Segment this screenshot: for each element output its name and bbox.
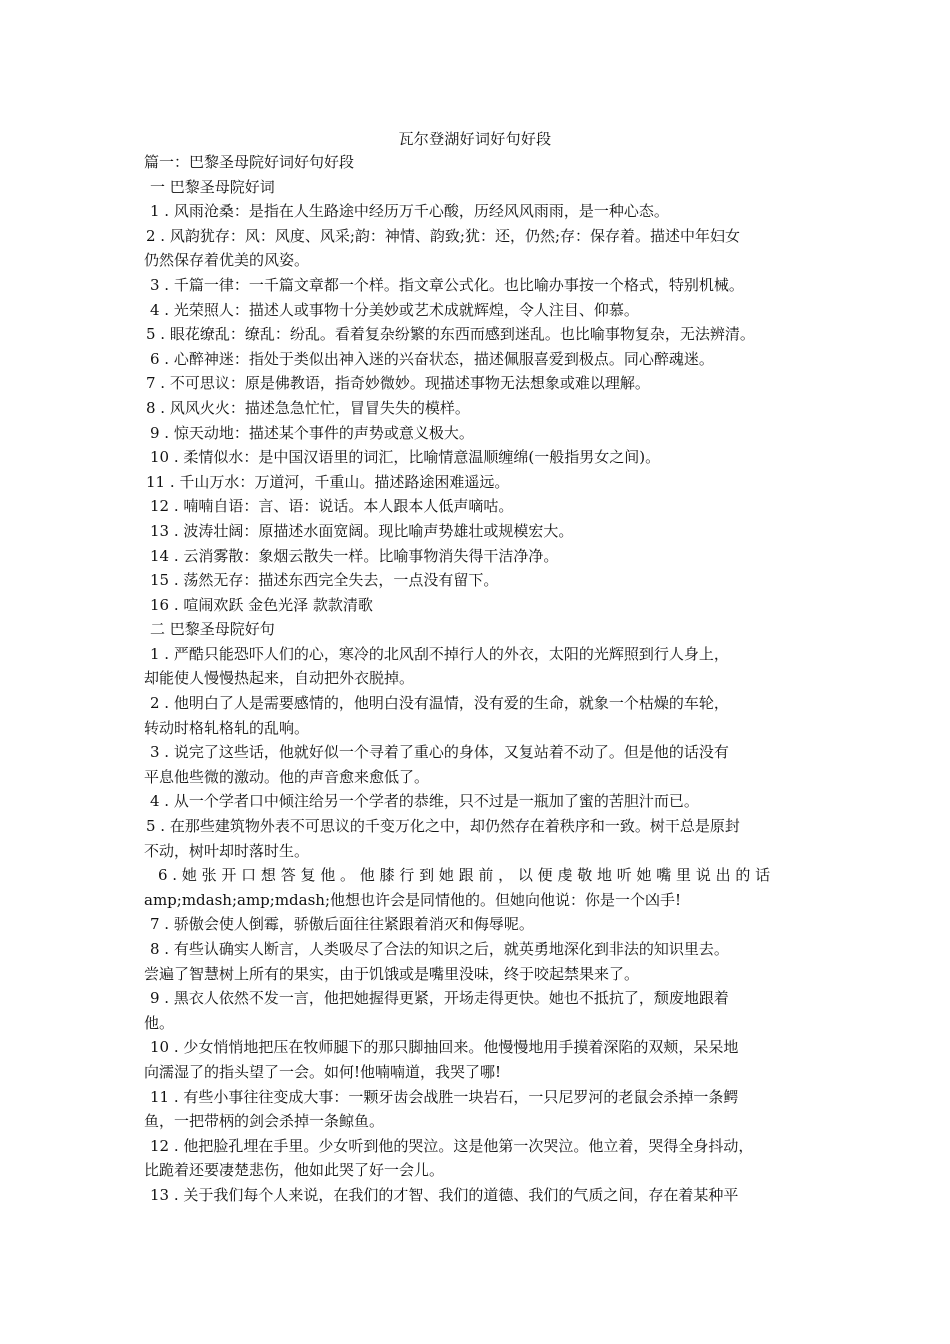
text-line: 6 . 心醉神迷：指处于类似出神入迷的兴奋状态，描述佩服喜爱到极点。同心醉魂迷。: [150, 349, 714, 368]
text-line: 15 . 荡然无存：描述东西完全失去，一点没有留下。: [150, 571, 499, 590]
text-line: 却能使人慢慢热起来，自动把外衣脱掉。: [144, 669, 415, 688]
text-line: 鱼，一把带柄的剑会杀掉一条鲸鱼。: [144, 1112, 385, 1131]
text-line: 转动时格轧格轧的乱响。: [144, 718, 310, 737]
text-line: 2 . 风韵犹存：风：风度、风采;韵：神情、韵致;犹：还，仍然;存：保存着。描述中年妇女: [146, 226, 741, 245]
text-line: 12 . 他把脸孔埋在手里。少女听到他的哭泣。这是他第一次哭泣。他立着，哭得全身抖动，: [150, 1136, 754, 1155]
document-title: 瓦尔登湖好词好句好段: [398, 130, 552, 148]
subsection-heading: 一 巴黎圣母院好词: [150, 177, 275, 196]
text-line: 5 . 在那些建筑物外表不可思议的千变万化之中，却仍然存在着秩序和一致。树干总是原封: [146, 817, 740, 836]
text-line: 3 . 说完了这些话，他就好似一个寻着了重心的身体，又复站着不动了。但是他的话没有: [150, 743, 729, 762]
text-line: 10 . 少女悄悄地把压在牧师腿下的那只脚抽回来。他慢慢地用手摸着深陷的双颊，呆呆地: [150, 1038, 739, 1057]
text-line: 1 . 严酷只能恐吓人们的心，寒冷的北风刮不掉行人的外衣，太阳的光辉照到行人身上，: [150, 644, 729, 663]
text-line: 16 . 喧闹欢跃 金色光泽 款款清歌: [150, 595, 373, 614]
text-line: 12 . 喃喃自语：言、语：说话。本人跟本人低声嘀咕。: [150, 497, 514, 516]
text-line: 4 . 光荣照人：描述人或事物十分美妙或艺术成就辉煌，令人注目、仰慕。: [150, 300, 639, 319]
text-line: 7 . 不可思议：原是佛教语，指奇妙微妙。现描述事物无法想象或难以理解。: [146, 374, 650, 393]
text-line: 4 . 从一个学者口中倾注给另一个学者的恭维，只不过是一瓶加了蜜的苦胆汁而已。: [150, 792, 699, 811]
text-line: 不动，树叶却时落时生。: [144, 841, 310, 860]
text-line: 尝遍了智慧树上所有的果实，由于饥饿或是嘴里没味，终于咬起禁果来了。: [144, 964, 640, 983]
text-line: 8 . 风风火火：描述急急忙忙，冒冒失失的模样。: [146, 398, 470, 417]
text-line: 比跪着还要凄楚悲伤，他如此哭了好一会儿。: [144, 1161, 445, 1180]
text-line: 8 . 有些认确实人断言，人类吸尽了合法的知识之后，就英勇地深化到非法的知识里去。: [150, 940, 729, 958]
text-line: 3 . 千篇一律：一千篇文章都一个样。指文章公式化。也比喻办事按一个格式，特别机械。: [150, 275, 744, 294]
text-line: 11 . 千山万水：万道河，千重山。描述路途困难遥远。: [146, 472, 510, 491]
subsection-heading: 二 巴黎圣母院好句: [150, 620, 275, 639]
text-line: 向濡湿了的指头望了一会。如何!他喃喃道，我哭了哪!: [144, 1062, 502, 1081]
text-line: 7 . 骄傲会使人倒霉，骄傲后面往往紧跟着消灭和侮辱呢。: [150, 915, 534, 934]
text-line: 9 . 黑衣人依然不发一言，他把她握得更紧，开场走得更快。她也不抵抗了，颓废地跟着: [150, 989, 729, 1008]
section-heading: 篇一：巴黎圣母院好词好句好段: [144, 153, 355, 171]
text-line: 1 . 风雨沧桑：是指在人生路途中经历万千心酸，历经风风雨雨，是一种心态。: [150, 202, 669, 221]
text-line: 5 . 眼花缭乱：缭乱：纷乱。看着复杂纷繁的东西而感到迷乱。也比喻事物复杂，无法辨清。: [146, 325, 755, 344]
text-line: 他。: [144, 1013, 175, 1032]
text-line: 14 . 云消雾散：象烟云散失一样。比喻事物消失得干洁净净。: [150, 546, 559, 565]
document-body: [144, 150, 824, 1208]
text-line: 2 . 他明白了人是需要感情的，他明白没有温情，没有爱的生命，就象一个枯燥的车轮，: [150, 694, 729, 713]
text-line: 13 . 波涛壮阔：原描述水面宽阔。现比喻声势雄壮或规模宏大。: [150, 521, 574, 540]
text-line: 平息他些微的激动。他的声音愈来愈低了。: [144, 767, 430, 786]
text-line: 仍然保存着优美的风姿。: [144, 251, 310, 270]
text-line: 9 . 惊天动地：描述某个事件的声势或意义极大。: [150, 423, 474, 442]
text-line: 13 . 关于我们每个人来说，在我们的才智、我们的道德、我们的气质之间，存在着某种平: [150, 1185, 739, 1204]
text-line: amp;mdash;amp;mdash;他想也许会是同情他的。但她向他说：你是一个凶手!: [144, 890, 682, 909]
text-line: 11 . 有些小事往往变成大事：一颗牙齿会战胜一块岩石，一只尼罗河的老鼠会杀掉一条鳄: [150, 1087, 739, 1106]
text-line: 6 . 她 张 开 口 想 答 复 他 。 他 膝 行 到 她 跟 前 ， 以 便 虔 敬 地 听 她 嘴 里 说 出 的 话: [158, 866, 771, 885]
text-line: 10 . 柔情似水：是中国汉语里的词汇，比喻情意温顺缠绵(一般指男女之间)。: [150, 448, 661, 467]
